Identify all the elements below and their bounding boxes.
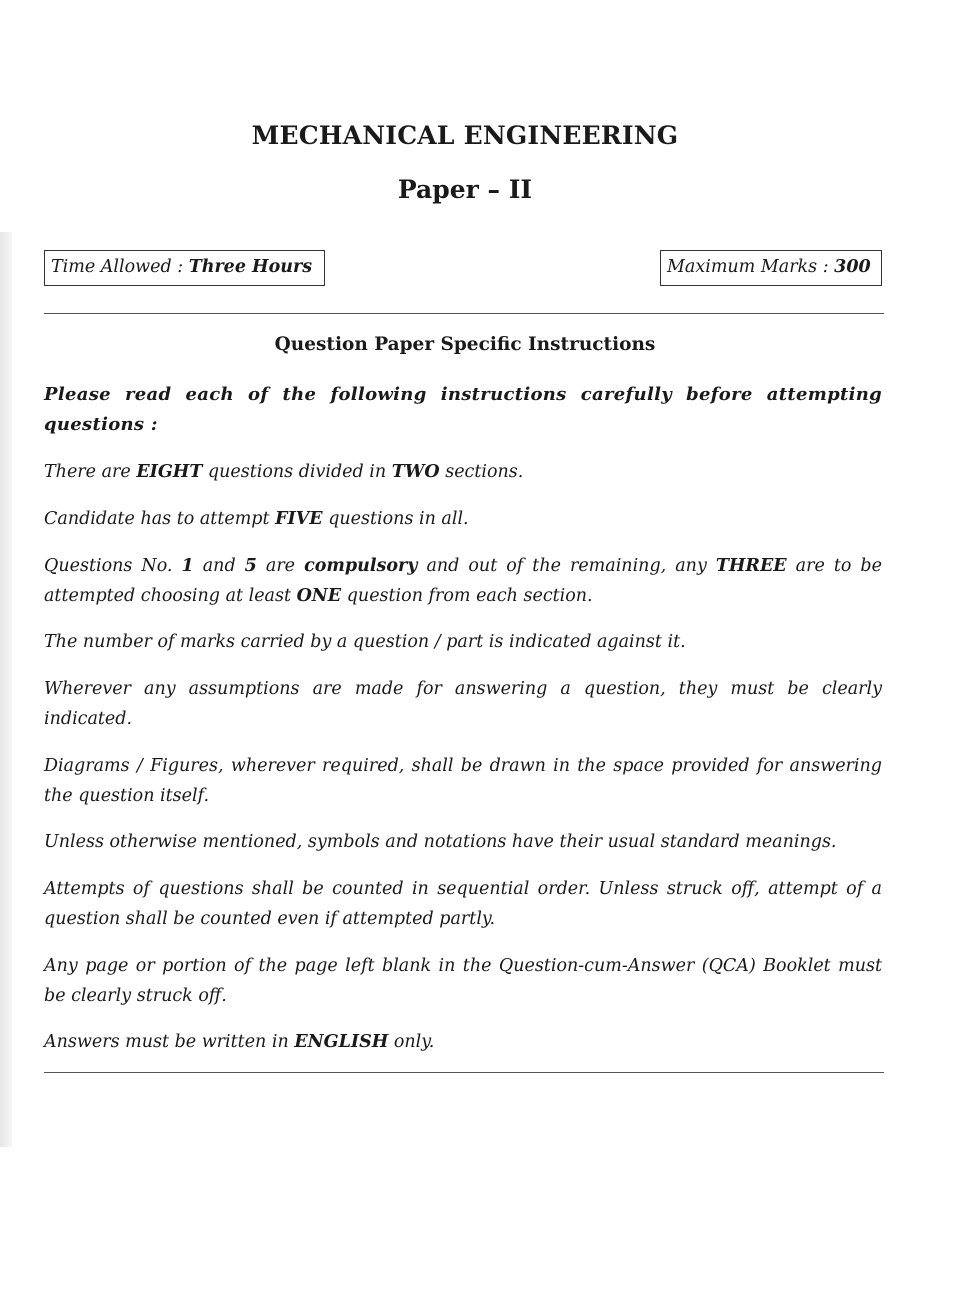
scan-edge-shadow	[0, 232, 12, 1147]
instruction-blank-pages: Any page or portion of the page left blank in the Question-cum-Answer (QCA) Booklet must be clearly struck off.	[44, 956, 882, 1006]
time-allowed-box	[44, 250, 325, 286]
instruction-sections: There are EIGHT questions divided in TWO sections.	[44, 462, 524, 482]
page-title: MECHANICAL ENGINEERING	[251, 121, 679, 150]
instruction-compulsory: Questions No. 1 and 5 are compulsory and out of the remaining, any THREE are to be attempted choosing at least ONE question from each section.	[44, 556, 882, 606]
instruction-attempt-count: Candidate has to attempt FIVE questions in all.	[44, 509, 469, 529]
instruction-assumptions: Wherever any assumptions are made for answering a question, they must be clearly indicated.	[44, 679, 882, 729]
instruction-language: Answers must be written in ENGLISH only.	[44, 1032, 435, 1052]
maximum-marks-value: 300	[834, 257, 871, 277]
paper-number: Paper – II	[397, 175, 533, 204]
divider-bottom	[44, 1072, 884, 1073]
time-allowed-value: Three Hours	[188, 257, 313, 277]
instruction-diagrams: Diagrams / Figures, wherever required, shall be drawn in the space provided for answering the question itself.	[44, 756, 882, 806]
instruction-sequential-order: Attempts of questions shall be counted in sequential order. Unless struck off, attempt of a question shall be counted even if attempted partly.	[44, 879, 882, 929]
instructions-lead: Please read each of the following instructions carefully before attempting questions :	[44, 384, 882, 435]
instruction-symbols: Unless otherwise mentioned, symbols and notations have their usual standard meanings.	[44, 832, 837, 852]
maximum-marks-box	[660, 250, 882, 286]
time-allowed-label: Time Allowed :	[51, 257, 189, 277]
maximum-marks-label: Maximum Marks :	[667, 257, 835, 277]
instruction-marks: The number of marks carried by a question / part is indicated against it.	[44, 632, 686, 652]
instructions-heading: Question Paper Specific Instructions	[274, 334, 656, 355]
divider-top	[44, 313, 884, 314]
